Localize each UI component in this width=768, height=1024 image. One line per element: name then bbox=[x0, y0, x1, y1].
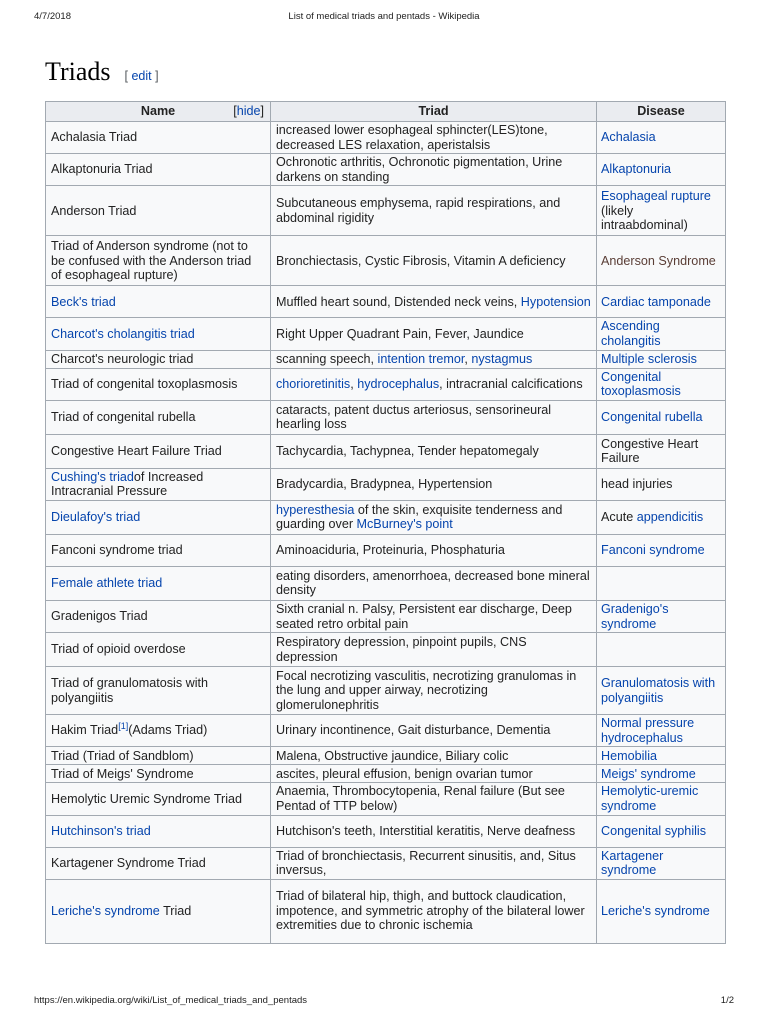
cell-name bbox=[46, 633, 271, 667]
hide-link[interactable]: hide bbox=[236, 104, 261, 118]
cell-name bbox=[46, 715, 271, 747]
cell-triad bbox=[271, 154, 597, 186]
cell-triad bbox=[271, 667, 597, 715]
cell-text: Triad of bilateral hip, thigh, and buttock claudication, impotence, and symmetric atrophy of the bilateral lower extremities due to chronic ischemia bbox=[276, 889, 585, 933]
cell-name bbox=[46, 318, 271, 350]
cell-triad bbox=[271, 368, 597, 400]
cell-link[interactable]: Beck's triad bbox=[51, 294, 116, 309]
table-row bbox=[46, 400, 726, 434]
cell-text: scanning speech, bbox=[276, 351, 378, 366]
cell-disease bbox=[597, 318, 726, 350]
cell-link[interactable]: Alkaptonuria bbox=[601, 162, 672, 177]
cell-disease bbox=[597, 879, 726, 943]
cell-disease bbox=[597, 368, 726, 400]
cell-name bbox=[46, 468, 271, 500]
cell-text: , bbox=[350, 376, 358, 391]
cell-triad bbox=[271, 715, 597, 747]
cell-text: Acute bbox=[601, 510, 637, 525]
table-row bbox=[46, 847, 726, 879]
table-row bbox=[46, 154, 726, 186]
cell-link[interactable]: hydrocephalus bbox=[357, 376, 440, 391]
cell-text: Gradenigos Triad bbox=[51, 609, 148, 624]
cell-link[interactable]: Anderson Syndrome bbox=[601, 253, 716, 268]
cell-link[interactable]: Gradenigo's syndrome bbox=[601, 601, 669, 631]
cell-name bbox=[46, 500, 271, 534]
cell-link[interactable]: hyperesthesia bbox=[276, 502, 355, 517]
cell-name bbox=[46, 400, 271, 434]
cell-text: Triad (Triad of Sandblom) bbox=[51, 748, 194, 763]
cell-triad bbox=[271, 400, 597, 434]
cell-text: cataracts, patent ductus arteriosus, sensorineural hearling loss bbox=[276, 402, 552, 432]
cell-disease bbox=[597, 715, 726, 747]
table-row bbox=[46, 286, 726, 318]
cell-text: Urinary incontinence, Gait disturbance, Dementia bbox=[276, 723, 551, 738]
cell-triad bbox=[271, 747, 597, 765]
cell-triad bbox=[271, 318, 597, 350]
cell-link[interactable]: Achalasia bbox=[601, 130, 656, 145]
cell-text: (Adams Triad) bbox=[128, 723, 208, 738]
column-header-name bbox=[46, 102, 271, 122]
cell-link[interactable]: appendicitis bbox=[636, 510, 704, 525]
table-row bbox=[46, 815, 726, 847]
cell-text: Right Upper Quadrant Pain, Fever, Jaundice bbox=[276, 326, 524, 341]
cell-text: Triad of Anderson syndrome (not to be confused with the Anderson triad of esophageal rupture) bbox=[51, 238, 252, 283]
table-row bbox=[46, 765, 726, 783]
cell-name bbox=[46, 747, 271, 765]
cell-text: Hakim Triad bbox=[51, 723, 119, 738]
edit-bracket-open: [ bbox=[124, 69, 132, 83]
cell-disease bbox=[597, 765, 726, 783]
cell-text: Anderson Triad bbox=[51, 203, 137, 218]
cell-name bbox=[46, 815, 271, 847]
cell-text: of Increased Intracranial Pressure bbox=[51, 469, 204, 499]
cell-text: Achalasia Triad bbox=[51, 130, 138, 145]
hide-toggle bbox=[233, 104, 264, 119]
table-row bbox=[46, 318, 726, 350]
cell-name bbox=[46, 765, 271, 783]
cell-link[interactable]: Cushing's triad bbox=[51, 469, 134, 484]
triads-table bbox=[45, 101, 726, 944]
cell-name bbox=[46, 600, 271, 632]
cell-name bbox=[46, 368, 271, 400]
cell-text: Subcutaneous emphysema, rapid respirations, and abdominal rigidity bbox=[276, 196, 561, 225]
cell-name bbox=[46, 566, 271, 600]
cell-link[interactable]: nystagmus bbox=[471, 351, 533, 366]
cell-text: Respiratory depression, pinpoint pupils, CNS depression bbox=[276, 635, 527, 664]
cell-triad bbox=[271, 434, 597, 468]
section-title: Triads bbox=[45, 57, 111, 86]
edit-bracket-close: ] bbox=[151, 69, 159, 83]
cell-text: Sixth cranial n. Palsy, Persistent ear discharge, Deep seated retro orbital pain bbox=[276, 601, 572, 631]
table-row bbox=[46, 600, 726, 632]
cell-text: Charcot's neurologic triad bbox=[51, 351, 194, 366]
cell-triad bbox=[271, 847, 597, 879]
cell-disease bbox=[597, 783, 726, 815]
cell-text: Congestive Heart Failure bbox=[601, 436, 699, 466]
cell-text: ascites, pleural effusion, benign ovarian tumor bbox=[276, 766, 533, 781]
cell-text: increased lower esophageal sphincter(LES)tone, decreased LES relaxation, aperistalsis bbox=[276, 123, 548, 152]
table-row bbox=[46, 667, 726, 715]
print-header bbox=[0, 11, 768, 25]
cell-link[interactable]: Esophageal rupture bbox=[601, 188, 711, 203]
table-row bbox=[46, 747, 726, 765]
cell-text: Focal necrotizing vasculitis, necrotizing granulomas in the lung and upper airway, necrotizing glomerulonephritis bbox=[276, 668, 577, 712]
cell-text: Hemolytic Uremic Syndrome Triad bbox=[51, 791, 243, 806]
print-footer bbox=[0, 995, 768, 1009]
print-title: List of medical triads and pentads - Wikipedia bbox=[288, 11, 480, 22]
cell-text: Triad of Meigs' Syndrome bbox=[51, 766, 194, 781]
cell-link[interactable]: Congenital toxoplasmosis bbox=[601, 369, 681, 399]
citation-superscript bbox=[118, 721, 128, 731]
cell-name bbox=[46, 667, 271, 715]
cell-link[interactable]: Fanconi syndrome bbox=[601, 543, 705, 558]
cell-name bbox=[46, 236, 271, 286]
cell-text: eating disorders, amenorrhoea, decreased bone mineral density bbox=[276, 568, 590, 598]
cell-name bbox=[46, 847, 271, 879]
cell-triad bbox=[271, 286, 597, 318]
table-row bbox=[46, 715, 726, 747]
table-row bbox=[46, 783, 726, 815]
cell-disease bbox=[597, 566, 726, 600]
cell-disease bbox=[597, 154, 726, 186]
cell-link[interactable]: Charcot's cholangitis triad bbox=[51, 326, 195, 341]
cell-triad bbox=[271, 186, 597, 236]
cell-name bbox=[46, 434, 271, 468]
table-row bbox=[46, 236, 726, 286]
cell-text: Triad of opioid overdose bbox=[51, 642, 186, 657]
cell-link[interactable]: Female athlete triad bbox=[51, 576, 163, 591]
cell-triad bbox=[271, 633, 597, 667]
cell-text: Hutchison's teeth, Interstitial keratitis, Nerve deafness bbox=[276, 823, 576, 838]
cell-link[interactable]: Cardiac tamponade bbox=[601, 294, 711, 309]
cell-disease bbox=[597, 286, 726, 318]
cell-text: Triad of granulomatosis with polyangiitis bbox=[51, 676, 209, 705]
cell-name bbox=[46, 350, 271, 368]
cell-text: Bronchiectasis, Cystic Fibrosis, Vitamin A deficiency bbox=[276, 253, 566, 268]
cell-link[interactable]: intention tremor bbox=[377, 351, 465, 366]
table-header-row bbox=[46, 102, 726, 122]
cell-text: Anaemia, Thrombocytopenia, Renal failure (But see Pentad of TTP below) bbox=[276, 784, 565, 813]
cell-name bbox=[46, 534, 271, 566]
cell-text: Triad of congenital toxoplasmosis bbox=[51, 376, 238, 391]
cell-triad bbox=[271, 783, 597, 815]
cell-text: Congestive Heart Failure Triad bbox=[51, 443, 222, 458]
cell-text: Fanconi syndrome triad bbox=[51, 543, 183, 558]
cell-name bbox=[46, 286, 271, 318]
cell-disease bbox=[597, 350, 726, 368]
cell-link[interactable]: Congenital rubella bbox=[601, 409, 703, 424]
cell-triad bbox=[271, 566, 597, 600]
cell-link[interactable]: Hemolytic-uremic syndrome bbox=[601, 784, 699, 813]
cell-disease bbox=[597, 815, 726, 847]
cell-link[interactable]: Leriche's syndrome bbox=[51, 903, 160, 918]
table-row bbox=[46, 879, 726, 943]
cell-link[interactable]: Hemobilia bbox=[601, 748, 657, 763]
cell-disease bbox=[597, 667, 726, 715]
cell-link[interactable]: [1] bbox=[118, 721, 129, 732]
cell-triad bbox=[271, 122, 597, 154]
cell-link[interactable]: McBurney's point bbox=[356, 517, 453, 532]
cell-text: Kartagener Syndrome Triad bbox=[51, 855, 206, 870]
table-row bbox=[46, 468, 726, 500]
table-row bbox=[46, 122, 726, 154]
cell-triad bbox=[271, 236, 597, 286]
cell-triad bbox=[271, 350, 597, 368]
cell-disease bbox=[597, 468, 726, 500]
cell-name bbox=[46, 879, 271, 943]
cell-disease bbox=[597, 122, 726, 154]
hide-bracket-open: [ bbox=[233, 104, 237, 118]
cell-disease bbox=[597, 747, 726, 765]
cell-text: Triad bbox=[159, 903, 192, 918]
cell-text: Alkaptonuria Triad bbox=[51, 162, 153, 177]
cell-text: Muffled heart sound, Distended neck veins, bbox=[276, 294, 521, 309]
cell-link[interactable]: Congenital syphilis bbox=[601, 823, 707, 838]
cell-disease bbox=[597, 600, 726, 632]
print-url: https://en.wikipedia.org/wiki/List_of_medical_triads_and_pentads bbox=[34, 995, 308, 1006]
cell-disease bbox=[597, 186, 726, 236]
table-row bbox=[46, 350, 726, 368]
cell-text: , bbox=[464, 351, 472, 366]
table-row bbox=[46, 534, 726, 566]
cell-triad bbox=[271, 815, 597, 847]
table-row bbox=[46, 368, 726, 400]
hide-bracket-close: ] bbox=[260, 104, 264, 118]
section-heading bbox=[45, 57, 725, 89]
cell-triad bbox=[271, 879, 597, 943]
table-row bbox=[46, 186, 726, 236]
cell-link[interactable]: chorioretinitis bbox=[276, 376, 351, 391]
column-header-disease: Disease bbox=[597, 102, 726, 122]
cell-disease bbox=[597, 500, 726, 534]
table-row bbox=[46, 500, 726, 534]
cell-link[interactable]: Meigs' syndrome bbox=[601, 766, 696, 781]
edit-section bbox=[125, 69, 159, 83]
cell-text: Aminoaciduria, Proteinuria, Phosphaturia bbox=[276, 543, 505, 558]
cell-link[interactable]: Ascending cholangitis bbox=[601, 319, 661, 348]
cell-link[interactable]: Hutchinson's triad bbox=[51, 823, 151, 838]
cell-link[interactable]: Granulomatosis with polyangiitis bbox=[601, 676, 716, 705]
cell-text: , intracranial calcifications bbox=[439, 376, 583, 391]
cell-disease bbox=[597, 236, 726, 286]
cell-text: Malena, Obstructive jaundice, Biliary colic bbox=[276, 748, 509, 763]
cell-link[interactable]: Hypotension bbox=[520, 294, 591, 309]
cell-text: of the skin, exquisite tenderness and guarding over bbox=[276, 502, 563, 532]
cell-name bbox=[46, 783, 271, 815]
column-header-name-label: Name bbox=[140, 104, 176, 119]
cell-text: Triad of bronchiectasis, Recurrent sinusitis, and, Situs inversus, bbox=[276, 848, 576, 878]
cell-name bbox=[46, 122, 271, 154]
table-row bbox=[46, 633, 726, 667]
cell-disease bbox=[597, 534, 726, 566]
cell-link[interactable]: Leriche's syndrome bbox=[601, 903, 710, 918]
table-row bbox=[46, 566, 726, 600]
print-page-number: 1/2 bbox=[720, 995, 734, 1006]
cell-text: Bradycardia, Bradypnea, Hypertension bbox=[276, 477, 493, 492]
table-row bbox=[46, 434, 726, 468]
cell-link[interactable]: Normal pressure hydrocephalus bbox=[601, 716, 695, 745]
cell-disease bbox=[597, 400, 726, 434]
cell-disease bbox=[597, 847, 726, 879]
cell-text: (likely intraabdominal) bbox=[601, 203, 688, 233]
cell-text: Triad of congenital rubella bbox=[51, 409, 196, 424]
cell-triad bbox=[271, 600, 597, 632]
cell-text: head injuries bbox=[601, 477, 673, 492]
cell-name bbox=[46, 186, 271, 236]
cell-name bbox=[46, 154, 271, 186]
cell-link[interactable]: Dieulafoy's triad bbox=[51, 510, 141, 525]
cell-triad bbox=[271, 534, 597, 566]
cell-triad bbox=[271, 500, 597, 534]
column-header-triad: Triad bbox=[271, 102, 597, 122]
cell-link[interactable]: Kartagener syndrome bbox=[601, 848, 664, 878]
cell-disease bbox=[597, 633, 726, 667]
cell-triad bbox=[271, 468, 597, 500]
cell-triad bbox=[271, 765, 597, 783]
edit-link[interactable]: edit bbox=[131, 69, 152, 83]
cell-disease bbox=[597, 434, 726, 468]
cell-link[interactable]: Multiple sclerosis bbox=[601, 351, 697, 366]
cell-text: Ochronotic arthritis, Ochronotic pigmentation, Urine darkens on standing bbox=[276, 155, 563, 184]
cell-text: Tachycardia, Tachypnea, Tender hepatomegaly bbox=[276, 443, 539, 458]
print-date: 4/7/2018 bbox=[34, 11, 71, 22]
